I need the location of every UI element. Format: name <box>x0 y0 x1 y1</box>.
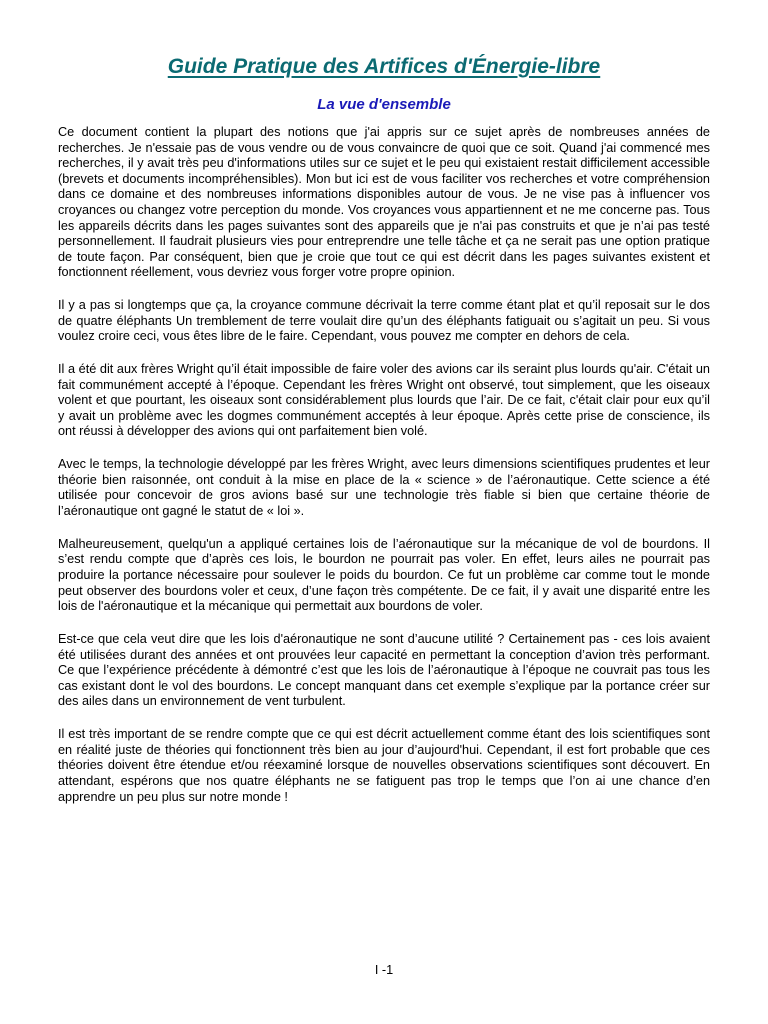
body-text <box>58 125 710 805</box>
paragraph-6: Est-ce que cela veut dire que les lois d'aéronautique ne sont d’aucune utilité ? Certainement pas - ces lois avaient été utilisées durant des années et ont prouvées leur capacité en permettant la conception d’avion très performant. Ce que l’expérience précédente à démontré c’est que les lois de l’aéronautique à l’époque ne couvrait pas tous les cas existant dont le vol des bourdons. Le concept manquant dans cet exemple s’explique par la portance créer sur des ailes dans un environnement de vent turbulent. <box>58 631 710 709</box>
document-page <box>58 52 710 822</box>
document-title: Guide Pratique des Artifices d'Énergie-libre <box>167 55 601 78</box>
paragraph-2: Il y a pas si longtemps que ça, la croyance commune décrivait la terre comme étant plat et qu’il reposait sur le dos de quatre éléphants Un tremblement de terre voulait dire qu’un des éléphants fatiguait ou s’agitait un peu. Si vous voulez croire ceci, vous êtes libre de le faire. Cependant, vous pouvez me compter en dehors de cela. <box>58 298 710 344</box>
paragraph-3: Il a été dit aux frères Wright qu’il était impossible de faire voler des avions car ils seraint plus lourds qu'air. C'était un fait communément accepté à l’époque. Cependant les frères Wright ont observé, tout simplement, que les oiseaux volent et que pourtant, les oiseaux sont considérablement plus lourds que l’air. De ce fait, c'était clair pour eux qu’il y avait un problème avec les dogmes communément acceptés à leur époque. Après cette prise de conscience, ils ont réussi à développer des avions qui ont parfaitement bien volé. <box>58 362 710 439</box>
section-heading: La vue d'ensemble <box>317 96 451 113</box>
paragraph-1: Ce document contient la plupart des notions que j'ai appris sur ce sujet après de nombreuses années de recherches. Je n'essaie pas de vous vendre ou de vous convaincre de quoi que ce soit. Quand j'ai commencé mes recherches, il y avait très peu d'informations utiles sur ce sujet et le peu qui existaient restait difficilement accessible (brevets et documents incompréhensibles). Mon but ici est de vous faciliter vos recherches et votre compréhension dans ce domaine et des nombreuses informations disponibles autour de vous. Je ne vise pas à influencer vos croyances ou changez votre perception du monde. Vos croyances vous appartiennent et ne me concerne pas. Tous les appareils décrits dans les pages suivantes sont des appareils que je n'ai pas construits et que je n’ai pas testé personnellement. Il faudrait plusieurs vies pour entreprendre une telle tâche et ça ne serait pas une option pratique de toute façon. Par conséquent, bien que je croie que tout ce qui est décrit dans les pages suivantes existent et fonctionnent réellement, vous devriez vous forger votre propre opinion. <box>58 125 710 280</box>
paragraph-5: Malheureusement, quelqu'un a appliqué certaines lois de l’aéronautique sur la mécanique de vol de bourdons. Il s’est rendu compte que d’après ces lois, le bourdon ne pourrait pas voler. En effet, leurs ailes ne pourrait pas produire la portance nécessaire pour soulever le poids du bourdon. Ce fut un problème car comme tout le monde peut observer des bourdons voler et ceux, d’une façon très compétente. De ce fait, il y avait une disparité entre les lois de l'aéronautique et la mécanique qui permettait aux bourdons de voler. <box>58 536 710 614</box>
paragraph-7: Il est très important de se rendre compte que ce qui est décrit actuellement comme étant des lois scientifiques sont en réalité juste de théories qui fonctionnent très bien au jour d’aujourd'hui. Cependant, il est fort probable que ces théories doivent être étendue et/ou réexaminé lorsque de nouvelles observations scientifiques sont découvert. En attendant, espérons que nos quatre éléphants ne se fatiguent pas trop le temps que l’on ai une chance d’en apprendre un peu plus sur notre monde ! <box>58 727 710 804</box>
paragraph-4: Avec le temps, la technologie développé par les frères Wright, avec leurs dimensions scientifiques prudentes et leur théorie bien raisonnée, ont conduit à la mise en place de la « science » de l’aéronautique. Cette science a été utilisée pour concevoir de gros avions basé sur une technologie très fiable si bien que certaine théorie de l’aéronautique ont gagné le statut de « loi ». <box>58 457 710 519</box>
page-number: I -1 <box>374 963 394 977</box>
